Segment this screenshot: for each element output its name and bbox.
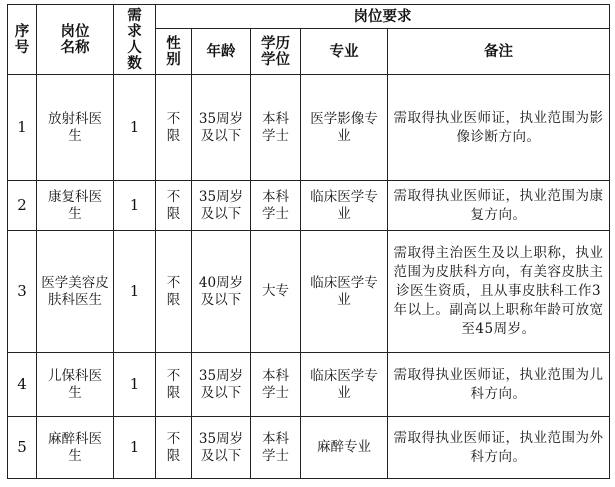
table-row [8, 181, 610, 231]
cell-gender: 不限 [156, 417, 192, 479]
cell-age: 35周岁及以下 [192, 75, 251, 181]
header-notes: 备注 [388, 29, 610, 75]
cell-major: 临床医学专业 [301, 181, 388, 231]
cell-seq: 1 [8, 75, 37, 181]
header-position: 岗位名称 [37, 5, 114, 75]
header-major: 专业 [301, 29, 388, 75]
cell-education: 本科学士 [251, 353, 301, 417]
cell-position: 麻醉科医生 [37, 417, 114, 479]
cell-education: 本科学士 [251, 181, 301, 231]
cell-age: 35周岁及以下 [192, 353, 251, 417]
table-row [8, 75, 610, 181]
cell-count: 1 [114, 231, 156, 353]
cell-major: 麻醉专业 [301, 417, 388, 479]
cell-count: 1 [114, 417, 156, 479]
header-education: 学历学位 [251, 29, 301, 75]
cell-count: 1 [114, 353, 156, 417]
header-requirements: 岗位要求 [156, 5, 610, 29]
header-seq: 序号 [8, 5, 37, 75]
cell-count: 1 [114, 181, 156, 231]
cell-position: 医学美容皮肤科医生 [37, 231, 114, 353]
cell-notes: 需取得执业医师证，执业范围为影像诊断方向。 [388, 75, 610, 181]
job-requirements-table [7, 4, 610, 479]
cell-count: 1 [114, 75, 156, 181]
cell-education: 本科学士 [251, 417, 301, 479]
cell-seq: 2 [8, 181, 37, 231]
table-row [8, 231, 610, 353]
cell-notes: 需取得执业医师证，执业范围为康复方向。 [388, 181, 610, 231]
header-age: 年龄 [192, 29, 251, 75]
cell-seq: 3 [8, 231, 37, 353]
table-header [8, 5, 610, 75]
cell-position: 放射科医生 [37, 75, 114, 181]
cell-notes: 需取得执业医师证，执业范围为外科方向。 [388, 417, 610, 479]
cell-seq: 5 [8, 417, 37, 479]
cell-major: 医学影像专业 [301, 75, 388, 181]
cell-gender: 不限 [156, 231, 192, 353]
cell-major: 临床医学专业 [301, 231, 388, 353]
cell-gender: 不限 [156, 181, 192, 231]
cell-position: 康复科医生 [37, 181, 114, 231]
cell-gender: 不限 [156, 75, 192, 181]
cell-education: 本科学士 [251, 75, 301, 181]
cell-major: 临床医学专业 [301, 353, 388, 417]
cell-age: 35周岁及以下 [192, 417, 251, 479]
cell-age: 35周岁及以下 [192, 181, 251, 231]
cell-education: 大专 [251, 231, 301, 353]
table-row [8, 417, 610, 479]
cell-notes: 需取得执业医师证，执业范围为儿科方向。 [388, 353, 610, 417]
cell-age: 40周岁及以下 [192, 231, 251, 353]
cell-position: 儿保科医生 [37, 353, 114, 417]
table-row [8, 353, 610, 417]
header-gender: 性别 [156, 29, 192, 75]
cell-notes: 需取得主治医生及以上职称，执业范围为皮肤科方向，有美容皮肤主诊医生资质，且从事皮肤科工作3年以上。副高以上职称年龄可放宽至45周岁。 [388, 231, 610, 353]
cell-gender: 不限 [156, 353, 192, 417]
cell-seq: 4 [8, 353, 37, 417]
header-count: 需求人数 [114, 5, 156, 75]
